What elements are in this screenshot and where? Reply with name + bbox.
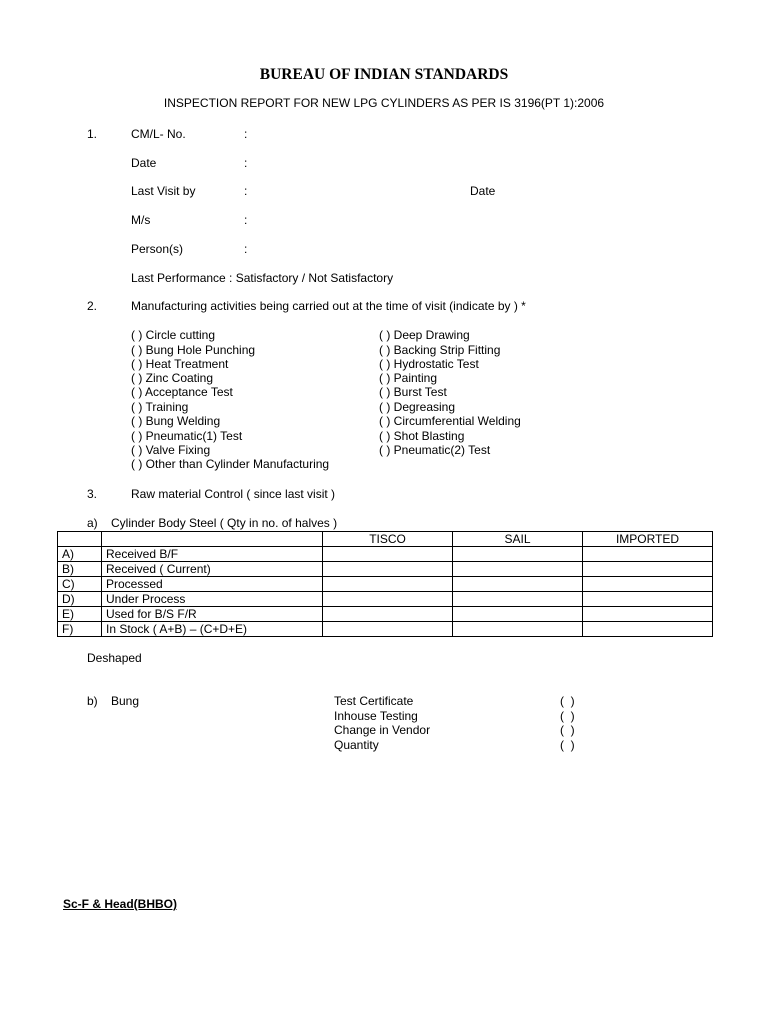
bung-item-inhouse-testing: Inhouse Testing <box>334 709 418 723</box>
row-label: Processed <box>102 577 323 592</box>
field-colon: : <box>244 242 248 256</box>
activity-bung-welding[interactable]: ( ) Bung Welding <box>131 414 221 428</box>
report-subtitle: INSPECTION REPORT FOR NEW LPG CYLINDERS AS PER IS 3196(PT 1):2006 <box>163 96 605 110</box>
row-code: B) <box>58 562 102 577</box>
activity-pneumatic-2-test[interactable]: ( ) Pneumatic(2) Test <box>379 443 491 457</box>
activity-heat-treatment[interactable]: ( ) Heat Treatment <box>131 357 229 371</box>
field-colon: : <box>244 213 248 227</box>
page-title: BUREAU OF INDIAN STANDARDS <box>259 66 509 83</box>
sail-cell[interactable] <box>453 592 583 607</box>
sail-cell[interactable] <box>453 562 583 577</box>
row-label: Received B/F <box>102 547 323 562</box>
table-row <box>58 592 713 607</box>
sail-cell[interactable] <box>453 547 583 562</box>
field-label-last-visit-by: Last Visit by <box>131 184 196 198</box>
sail-cell[interactable] <box>453 607 583 622</box>
row-label: Used for B/S F/R <box>102 607 323 622</box>
section-3-number: 3. <box>87 487 98 501</box>
subsection-b-heading: b) Bung <box>87 694 140 708</box>
bung-checkbox[interactable]: ( ) <box>560 738 575 752</box>
row-code: E) <box>58 607 102 622</box>
table-row <box>58 577 713 592</box>
column-header-imported: IMPORTED <box>583 532 713 547</box>
row-code: A) <box>58 547 102 562</box>
section-1-number: 1. <box>87 127 98 141</box>
activity-backing-strip-fitting[interactable]: ( ) Backing Strip Fitting <box>379 343 501 357</box>
activity-shot-blasting[interactable]: ( ) Shot Blasting <box>379 429 465 443</box>
field-label-cml-no: CM/L- No. <box>131 127 186 141</box>
activity-pneumatic-1-test[interactable]: ( ) Pneumatic(1) Test <box>131 429 243 443</box>
row-code: D) <box>58 592 102 607</box>
row-label: In Stock ( A+B) – (C+D+E) <box>102 622 323 637</box>
row-code: F) <box>58 622 102 637</box>
section-3-heading: Raw material Control ( since last visit ) <box>131 487 336 501</box>
field-label-date: Date <box>131 156 157 170</box>
row-label: Under Process <box>102 592 323 607</box>
table-row <box>58 547 713 562</box>
column-header-tisco: TISCO <box>323 532 453 547</box>
row-code: C) <box>58 577 102 592</box>
table-row <box>58 562 713 577</box>
tisco-cell[interactable] <box>323 547 453 562</box>
table-row <box>58 607 713 622</box>
tisco-cell[interactable] <box>323 622 453 637</box>
activity-valve-fixing[interactable]: ( ) Valve Fixing <box>131 443 211 457</box>
activity-deep-drawing[interactable]: ( ) Deep Drawing <box>379 328 470 342</box>
bung-checkbox[interactable]: ( ) <box>560 723 575 737</box>
signature-label: Sc-F & Head(BHBO) <box>63 897 178 911</box>
tisco-cell[interactable] <box>323 562 453 577</box>
tisco-cell[interactable] <box>323 592 453 607</box>
table-row <box>58 622 713 637</box>
activity-circumferential-welding[interactable]: ( ) Circumferential Welding <box>379 414 521 428</box>
table-header-cell <box>58 532 102 547</box>
subsection-a-heading: a) Cylinder Body Steel ( Qty in no. of halves ) <box>87 516 338 530</box>
deshaped-label: Deshaped <box>87 651 142 665</box>
activity-hydrostatic-test[interactable]: ( ) Hydrostatic Test <box>379 357 479 371</box>
section-2-heading: Manufacturing activities being carried out at the time of visit (indicate by ) * <box>131 299 526 313</box>
bung-checkbox[interactable]: ( ) <box>560 694 575 708</box>
activity-zinc-coating[interactable]: ( ) Zinc Coating <box>131 371 214 385</box>
activity-bung-hole-punching[interactable]: ( ) Bung Hole Punching <box>131 343 256 357</box>
field-colon: : <box>244 184 248 198</box>
imported-cell[interactable] <box>583 562 713 577</box>
activity-painting[interactable]: ( ) Painting <box>379 371 438 385</box>
imported-cell[interactable] <box>583 607 713 622</box>
field-label-ms: M/s <box>131 213 151 227</box>
table-header-cell <box>102 532 323 547</box>
field-label-persons: Person(s) <box>131 242 184 256</box>
imported-cell[interactable] <box>583 577 713 592</box>
column-header-sail: SAIL <box>453 532 583 547</box>
bung-checkbox[interactable]: ( ) <box>560 709 575 723</box>
activity-training[interactable]: ( ) Training <box>131 400 189 414</box>
tisco-cell[interactable] <box>323 607 453 622</box>
imported-cell[interactable] <box>583 622 713 637</box>
field-colon: : <box>244 127 248 141</box>
imported-cell[interactable] <box>583 592 713 607</box>
field-label-visit-date: Date <box>470 184 496 198</box>
activity-burst-test[interactable]: ( ) Burst Test <box>379 385 447 399</box>
section-2-number: 2. <box>87 299 98 313</box>
activity-other-than-cylinder-manufacturing[interactable]: ( ) Other than Cylinder Manufacturing <box>131 457 330 471</box>
table-header-row <box>58 532 713 547</box>
tisco-cell[interactable] <box>323 577 453 592</box>
imported-cell[interactable] <box>583 547 713 562</box>
sail-cell[interactable] <box>453 622 583 637</box>
row-label: Received ( Current) <box>102 562 323 577</box>
activity-circle-cutting[interactable]: ( ) Circle cutting <box>131 328 216 342</box>
sail-cell[interactable] <box>453 577 583 592</box>
bung-item-change-in-vendor: Change in Vendor <box>334 723 431 737</box>
field-colon: : <box>244 156 248 170</box>
last-performance-line: Last Performance : Satisfactory / Not Satisfactory <box>131 271 394 285</box>
raw-material-table <box>57 531 713 637</box>
activity-degreasing[interactable]: ( ) Degreasing <box>379 400 456 414</box>
activity-acceptance-test[interactable]: ( ) Acceptance Test <box>131 385 233 399</box>
bung-item-test-certificate: Test Certificate <box>334 694 414 708</box>
bung-item-quantity: Quantity <box>334 738 379 752</box>
